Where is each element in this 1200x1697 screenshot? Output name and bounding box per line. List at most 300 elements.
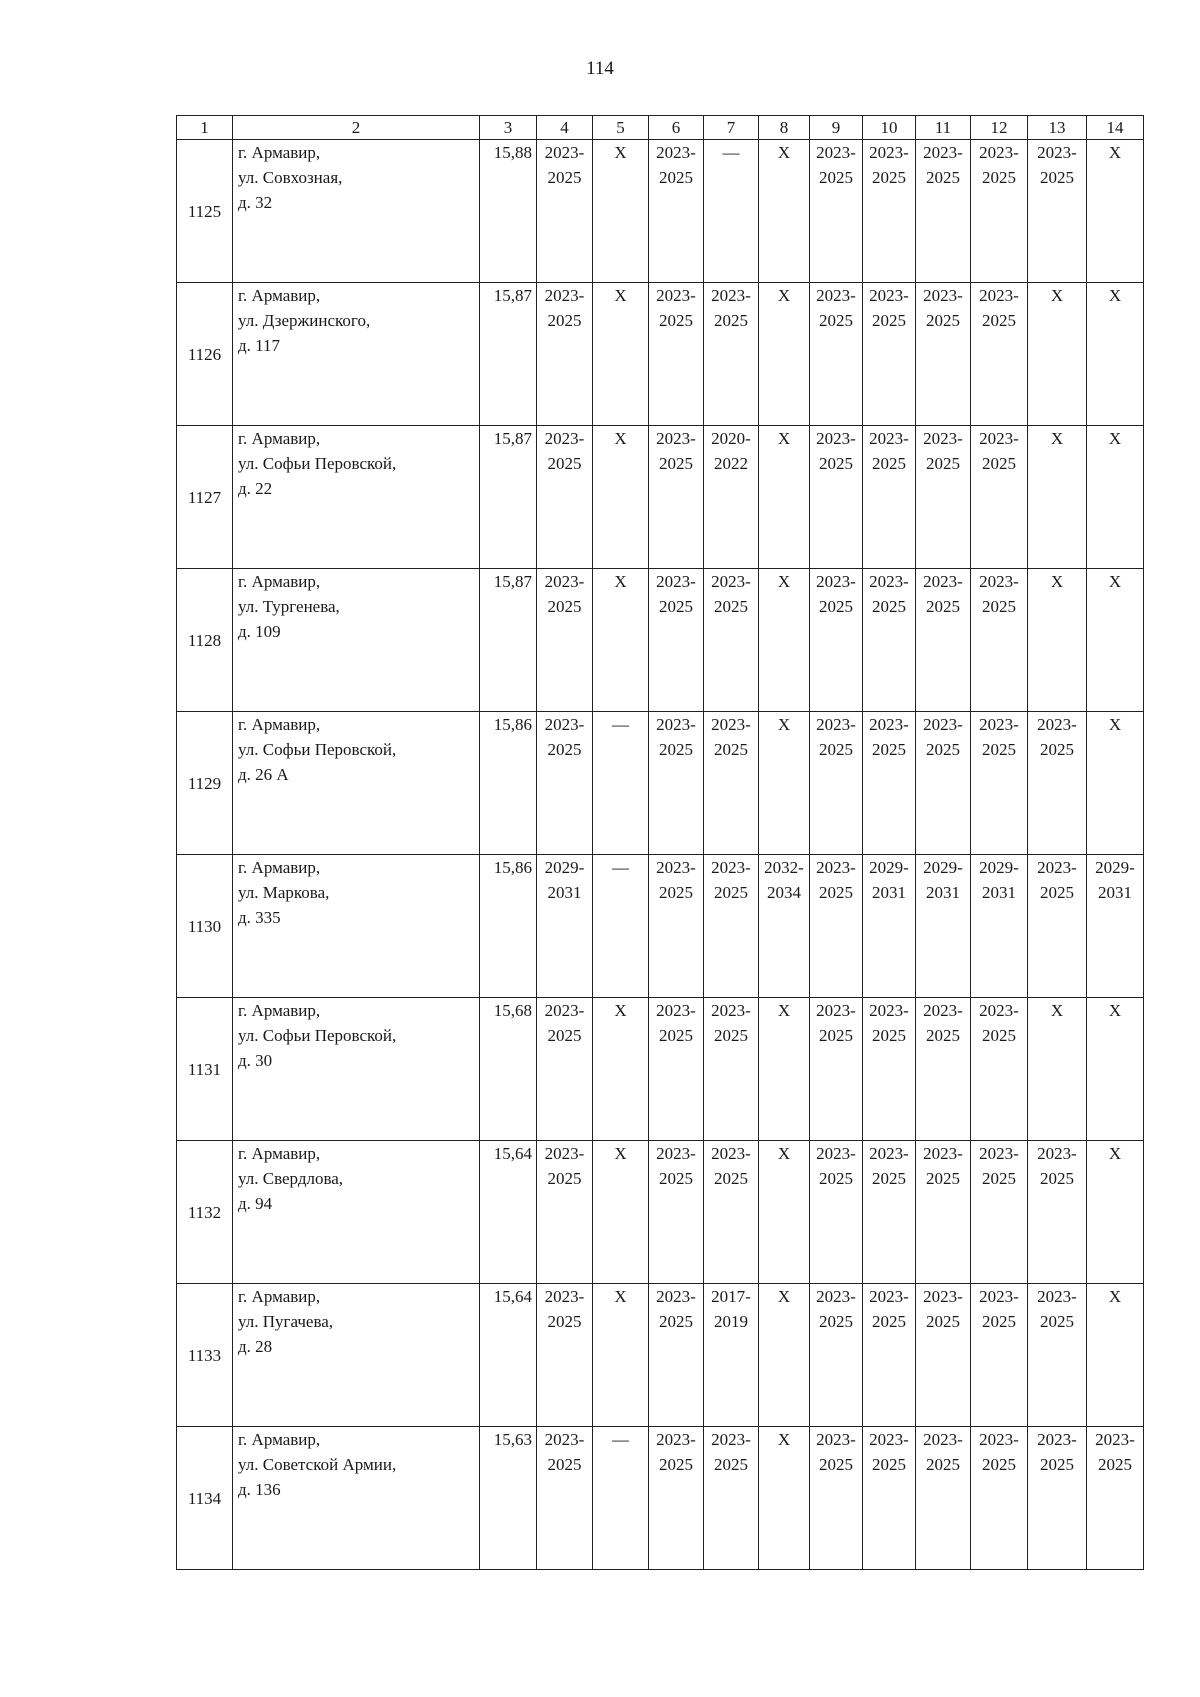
address-cell [233, 1141, 480, 1284]
period-line: 2023- [816, 1001, 856, 1020]
period-line: 2023- [544, 1144, 585, 1163]
period-cell [759, 1427, 810, 1570]
address-line: ул. Тургенева, [238, 597, 340, 616]
period-line: 2025 [714, 597, 748, 616]
table-row [177, 712, 1144, 855]
period-cell [649, 1427, 704, 1570]
period-line: 2025 [659, 1455, 693, 1474]
address-cell [233, 1427, 480, 1570]
address-line: ул. Свердлова, [238, 1169, 344, 1188]
period-line: 2025 [872, 740, 906, 759]
period-cell [759, 1141, 810, 1284]
period-line: 2023- [816, 572, 856, 591]
period-line: 2025 [872, 1455, 906, 1474]
period-line: 2025 [872, 168, 906, 187]
period-line: 2025 [926, 454, 960, 473]
period-line: 2023- [923, 572, 963, 591]
period-line: Х [777, 1287, 791, 1306]
period-cell [916, 712, 971, 855]
address-cell [233, 140, 480, 283]
period-cell [537, 855, 593, 998]
period-cell [971, 855, 1028, 998]
period-line: Х [777, 1001, 791, 1020]
period-line: 2023- [923, 286, 963, 305]
period-line: 2025 [982, 311, 1016, 330]
period-line: 2025 [659, 168, 693, 187]
period-cell [1028, 140, 1087, 283]
address-cell [233, 1284, 480, 1427]
period-line: 2017- [711, 1287, 751, 1306]
period-cell [916, 1427, 971, 1570]
period-cell [916, 140, 971, 283]
period-line: Х [614, 1144, 627, 1163]
period-line: Х [1108, 429, 1122, 448]
period-cell [916, 283, 971, 426]
period-line: 2023- [979, 429, 1019, 448]
address-line: ул. Маркова, [238, 883, 330, 902]
period-cell [1087, 1284, 1144, 1427]
period-line: 2025 [819, 1169, 853, 1188]
period-line: 2023- [869, 143, 909, 162]
column-number: 14 [1087, 116, 1144, 140]
period-line: 2025 [714, 1169, 748, 1188]
period-line: 2023- [656, 1001, 696, 1020]
period-line: Х [614, 572, 627, 591]
period-line: 2023- [544, 143, 585, 162]
period-line: 2029- [544, 858, 585, 877]
period-line: — [612, 858, 629, 877]
column-number: 11 [916, 116, 971, 140]
value-cell: 15,64 [480, 1284, 537, 1427]
table-row [177, 1141, 1144, 1284]
period-line: Х [777, 143, 791, 162]
period-line: 2025 [982, 1026, 1016, 1045]
address-line: ул. Софьи Перовской, [238, 454, 397, 473]
row-number: 1125 [177, 140, 233, 283]
period-line: 2025 [659, 311, 693, 330]
period-cell [537, 1141, 593, 1284]
period-line: 2025 [982, 1455, 1016, 1474]
period-cell [1087, 283, 1144, 426]
period-line: 2025 [872, 1169, 906, 1188]
row-number: 1130 [177, 855, 233, 998]
period-line: 2025 [659, 1312, 693, 1331]
period-cell [759, 283, 810, 426]
address-line: д. 26 А [238, 765, 289, 784]
period-cell [593, 569, 649, 712]
period-cell [593, 283, 649, 426]
period-line: Х [777, 715, 791, 734]
period-line: 2023- [923, 1430, 963, 1449]
period-line: 2023- [544, 1001, 585, 1020]
period-cell [1087, 426, 1144, 569]
column-number: 9 [810, 116, 863, 140]
table-row [177, 1284, 1144, 1427]
period-line: Х [777, 572, 791, 591]
period-line: 2031 [1098, 883, 1132, 902]
period-line: Х [614, 286, 627, 305]
address-line: г. Армавир, [238, 1430, 321, 1449]
table-row [177, 855, 1144, 998]
period-line: 2023- [923, 1001, 963, 1020]
period-cell [649, 140, 704, 283]
period-cell [759, 426, 810, 569]
period-cell [810, 140, 863, 283]
period-line: 2023- [869, 1287, 909, 1306]
value-cell: 15,87 [480, 569, 537, 712]
period-line: 2023- [869, 1144, 909, 1163]
period-line: Х [1108, 1144, 1122, 1163]
period-line: 2032- [764, 858, 804, 877]
period-line: 2023- [979, 1144, 1019, 1163]
period-line: 2031 [872, 883, 906, 902]
period-cell [1028, 426, 1087, 569]
period-line: 2025 [714, 311, 748, 330]
period-line: 2023- [923, 1144, 963, 1163]
period-line: 2025 [1040, 1169, 1074, 1188]
address-line: г. Армавир, [238, 715, 321, 734]
period-line: 2029- [1095, 858, 1135, 877]
period-line: Х [777, 1144, 791, 1163]
address-line: г. Армавир, [238, 858, 321, 877]
period-cell [649, 1284, 704, 1427]
period-line: 2025 [1040, 1455, 1074, 1474]
period-line: 2023- [979, 1287, 1019, 1306]
period-line: 2022 [714, 454, 748, 473]
period-line: 2025 [1040, 883, 1074, 902]
period-line: 2025 [872, 1312, 906, 1331]
period-cell [863, 283, 916, 426]
period-cell [971, 426, 1028, 569]
period-cell [971, 569, 1028, 712]
period-cell [863, 1284, 916, 1427]
period-cell [916, 426, 971, 569]
page-number: 114 [586, 58, 614, 79]
period-line: 2023- [711, 1001, 751, 1020]
period-line: 2023- [923, 1287, 963, 1306]
period-line: 2025 [926, 740, 960, 759]
period-line: 2023- [1037, 143, 1077, 162]
period-line: 2023- [544, 572, 585, 591]
period-line: 2023- [656, 1144, 696, 1163]
period-cell [537, 1427, 593, 1570]
period-line: 2025 [819, 168, 853, 187]
address-line: г. Армавир, [238, 286, 321, 305]
period-cell [863, 855, 916, 998]
period-cell [704, 1141, 759, 1284]
period-cell [971, 283, 1028, 426]
address-line: д. 335 [238, 908, 281, 927]
period-line: 2023- [979, 572, 1019, 591]
column-number: 1 [177, 116, 233, 140]
column-number: 6 [649, 116, 704, 140]
period-cell [1028, 712, 1087, 855]
table-row [177, 569, 1144, 712]
period-cell [863, 140, 916, 283]
address-line: г. Армавир, [238, 1287, 321, 1306]
period-cell [704, 1284, 759, 1427]
period-line: Х [1050, 286, 1064, 305]
period-line: 2023- [656, 286, 696, 305]
period-line: 2023- [869, 1001, 909, 1020]
period-line: 2020- [711, 429, 751, 448]
period-line: 2025 [819, 1312, 853, 1331]
period-line: 2025 [982, 597, 1016, 616]
address-line: д. 94 [238, 1194, 273, 1213]
period-cell [916, 1284, 971, 1427]
period-line: Х [1050, 572, 1064, 591]
period-line: 2023- [979, 715, 1019, 734]
period-cell [1087, 712, 1144, 855]
table-row [177, 283, 1144, 426]
period-line: 2025 [714, 883, 748, 902]
period-line: 2023- [816, 429, 856, 448]
period-cell [1028, 283, 1087, 426]
address-line: ул. Пугачева, [238, 1312, 334, 1331]
period-cell [593, 1141, 649, 1284]
address-cell [233, 426, 480, 569]
period-cell [863, 569, 916, 712]
period-cell [971, 1427, 1028, 1570]
period-line: 2025 [547, 597, 582, 616]
period-cell [810, 283, 863, 426]
period-line: 2025 [819, 883, 853, 902]
period-line: Х [614, 143, 627, 162]
period-cell [704, 712, 759, 855]
period-line: 2023- [711, 286, 751, 305]
period-cell [1028, 1141, 1087, 1284]
period-line: 2023- [544, 1287, 585, 1306]
value-cell: 15,63 [480, 1427, 537, 1570]
row-number: 1132 [177, 1141, 233, 1284]
value-cell: 15,64 [480, 1141, 537, 1284]
table-row [177, 1427, 1144, 1570]
period-line: 2023- [1095, 1430, 1135, 1449]
period-cell [649, 998, 704, 1141]
period-line: — [612, 715, 629, 734]
period-cell [1028, 998, 1087, 1141]
table-row [177, 998, 1144, 1141]
period-cell [593, 1284, 649, 1427]
period-line: 2025 [1040, 1312, 1074, 1331]
period-line: 2023- [869, 429, 909, 448]
period-line: 2023- [816, 1287, 856, 1306]
period-cell [704, 140, 759, 283]
column-number: 3 [480, 116, 537, 140]
period-line: — [722, 143, 740, 162]
period-line: 2025 [659, 454, 693, 473]
period-cell [759, 140, 810, 283]
period-line: Х [614, 429, 627, 448]
address-line: г. Армавир, [238, 1001, 321, 1020]
period-line: 2023- [544, 286, 585, 305]
row-number: 1133 [177, 1284, 233, 1427]
period-line: 2025 [1040, 740, 1074, 759]
period-line: 2031 [982, 883, 1016, 902]
period-line: 2023- [816, 858, 856, 877]
period-line: 2034 [767, 883, 801, 902]
period-line: 2023- [816, 1144, 856, 1163]
address-line: д. 109 [238, 622, 281, 641]
period-line: 2023- [1037, 715, 1077, 734]
period-line: 2025 [926, 1312, 960, 1331]
period-line: 2025 [547, 168, 582, 187]
period-cell [863, 426, 916, 569]
period-line: 2025 [659, 740, 693, 759]
table-row [177, 426, 1144, 569]
period-cell [649, 426, 704, 569]
period-cell [593, 712, 649, 855]
period-cell [971, 140, 1028, 283]
period-line: 2025 [982, 168, 1016, 187]
address-cell [233, 569, 480, 712]
address-line: ул. Советской Армии, [238, 1455, 397, 1474]
period-line: 2023- [816, 1430, 856, 1449]
period-line: 2023- [711, 1144, 751, 1163]
period-line: 2023- [656, 858, 696, 877]
address-line: д. 30 [238, 1051, 273, 1070]
period-line: 2025 [714, 740, 748, 759]
period-cell [916, 569, 971, 712]
period-line: — [612, 1430, 629, 1449]
period-line: 2025 [982, 1312, 1016, 1331]
period-cell [863, 1427, 916, 1570]
period-cell [1028, 1284, 1087, 1427]
period-line: 2023- [656, 572, 696, 591]
column-number: 5 [593, 116, 649, 140]
address-line: д. 28 [238, 1337, 273, 1356]
value-cell: 15,68 [480, 998, 537, 1141]
period-line: Х [614, 1001, 627, 1020]
period-line: 2023- [711, 572, 751, 591]
period-cell [759, 1284, 810, 1427]
row-number: 1126 [177, 283, 233, 426]
period-cell [537, 998, 593, 1141]
period-line: 2025 [1098, 1455, 1132, 1474]
period-cell [537, 283, 593, 426]
period-line: 2025 [982, 740, 1016, 759]
address-line: г. Армавир, [238, 143, 321, 162]
period-cell [810, 855, 863, 998]
period-line: Х [1108, 1001, 1122, 1020]
period-line: 2031 [926, 883, 960, 902]
period-line: 2025 [547, 311, 582, 330]
period-line: 2025 [547, 1455, 582, 1474]
period-cell [704, 855, 759, 998]
value-cell: 15,86 [480, 855, 537, 998]
column-number: 12 [971, 116, 1028, 140]
period-line: 2023- [869, 715, 909, 734]
period-cell [810, 1141, 863, 1284]
period-line: 2025 [819, 1026, 853, 1045]
period-cell [649, 855, 704, 998]
period-cell [704, 569, 759, 712]
period-line: 2025 [872, 454, 906, 473]
row-number: 1131 [177, 998, 233, 1141]
value-cell: 15,87 [480, 426, 537, 569]
period-line: 2025 [547, 1026, 582, 1045]
period-line: 2023- [656, 143, 696, 162]
register-table [176, 115, 1144, 1570]
period-cell [649, 1141, 704, 1284]
period-cell [1028, 1427, 1087, 1570]
period-cell [759, 712, 810, 855]
address-line: ул. Софьи Перовской, [238, 740, 397, 759]
period-line: Х [1050, 1001, 1064, 1020]
period-cell [971, 712, 1028, 855]
address-cell [233, 283, 480, 426]
period-line: 2025 [819, 740, 853, 759]
period-line: 2025 [819, 597, 853, 616]
address-line: д. 136 [238, 1480, 281, 1499]
period-line: Х [1108, 1287, 1122, 1306]
period-line: 2031 [547, 883, 582, 902]
address-line: г. Армавир, [238, 572, 321, 591]
period-cell [649, 712, 704, 855]
period-line: 2023- [816, 715, 856, 734]
period-line: 2023- [869, 1430, 909, 1449]
period-line: 2023- [544, 1430, 585, 1449]
period-line: 2023- [816, 286, 856, 305]
column-number: 4 [537, 116, 593, 140]
period-line: 2023- [923, 429, 963, 448]
period-line: 2025 [547, 1312, 582, 1331]
address-line: г. Армавир, [238, 1144, 321, 1163]
address-cell [233, 998, 480, 1141]
period-cell [971, 1141, 1028, 1284]
period-line: 2023- [869, 572, 909, 591]
address-line: д. 22 [238, 479, 273, 498]
period-line: 2025 [819, 311, 853, 330]
column-number: 7 [704, 116, 759, 140]
period-cell [863, 712, 916, 855]
period-line: 2025 [926, 597, 960, 616]
period-cell [1087, 569, 1144, 712]
period-cell [593, 855, 649, 998]
period-cell [863, 1141, 916, 1284]
period-line: 2025 [982, 1169, 1016, 1188]
period-line: 2023- [869, 286, 909, 305]
period-line: 2023- [544, 429, 585, 448]
period-cell [810, 426, 863, 569]
address-line: ул. Дзержинского, [238, 311, 371, 330]
period-cell [759, 998, 810, 1141]
period-line: Х [1108, 286, 1122, 305]
period-line: 2025 [819, 1455, 853, 1474]
row-number: 1128 [177, 569, 233, 712]
period-line: 2025 [872, 597, 906, 616]
period-line: 2025 [547, 1169, 582, 1188]
period-cell [810, 998, 863, 1141]
period-cell [1028, 569, 1087, 712]
period-cell [1087, 1141, 1144, 1284]
period-line: 2023- [1037, 1144, 1077, 1163]
period-line: Х [777, 1430, 791, 1449]
period-cell [704, 1427, 759, 1570]
row-number: 1127 [177, 426, 233, 569]
period-cell [1087, 855, 1144, 998]
address-line: г. Армавир, [238, 429, 321, 448]
period-line: 2025 [659, 597, 693, 616]
period-line: 2025 [819, 454, 853, 473]
period-line: 2025 [926, 311, 960, 330]
period-line: Х [1108, 572, 1122, 591]
period-cell [1087, 140, 1144, 283]
period-cell [810, 569, 863, 712]
period-line: 2023- [711, 1430, 751, 1449]
period-cell [810, 712, 863, 855]
column-number: 8 [759, 116, 810, 140]
